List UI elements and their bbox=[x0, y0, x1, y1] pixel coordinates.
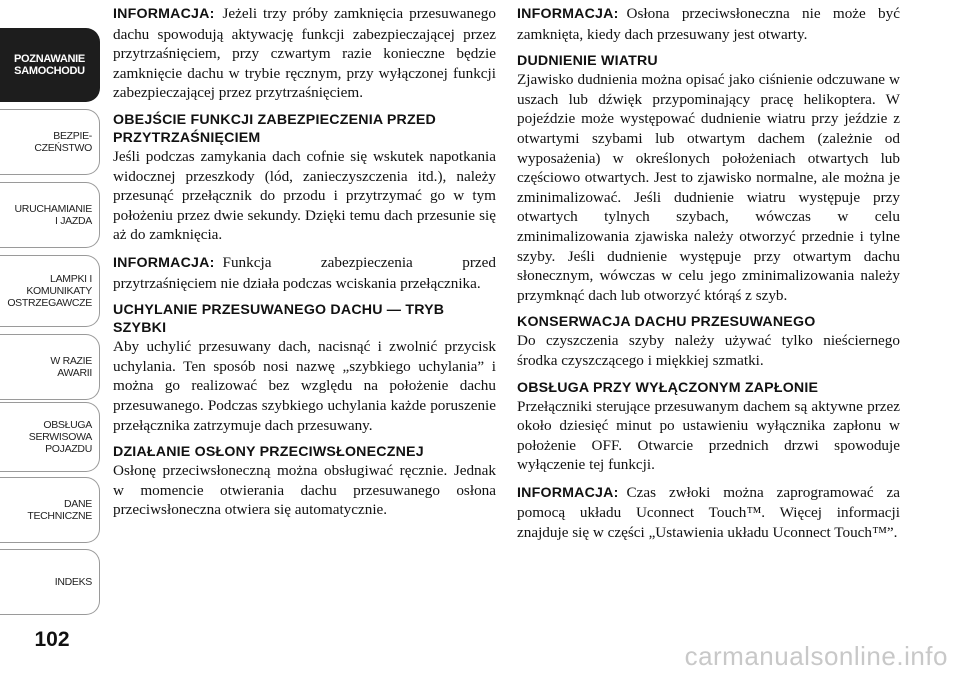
section-paragraph: Osłonę przeciwsłoneczną można obsługiwać ręcznie. Jednak w momencie otwierania dachu przesuwanego osłona przeciwsłoneczna otwiera się automatycznie. bbox=[113, 462, 496, 519]
info-note bbox=[113, 4, 496, 103]
info-note bbox=[113, 253, 496, 293]
section-heading: UCHYLANIE PRZESUWANEGO DACHU — TRYB SZYBKI bbox=[113, 302, 445, 337]
info-text: Osłona przeciwsłoneczna nie może być zamknięta, kiedy dach przesuwany jest otwarty. bbox=[517, 5, 900, 43]
chapter-tabs bbox=[0, 0, 100, 678]
page-number: 102 bbox=[34, 628, 70, 651]
section-heading: KONSERWACJA DACHU PRZESUWANEGO bbox=[517, 314, 816, 331]
tab-uruchamianie-i-jazda[interactable]: URUCHAMIANIE I JAZDA bbox=[0, 182, 100, 248]
section-paragraph: Zjawisko dudnienia można opisać jako ciśnienie odczuwane w uszach lub dźwięk przypominający pracę helikoptera. W pojeździe może występować dudnienie wiatru przy jeździe z otwartymi szybami lub otwartym dachem (zależnie od wyposażenia) w określonych położeniach otwartych lub częściowo otwartych. Jest to zjawisko normalne, ale można je zminimalizować. Jeśli dudnienie wiatru występuje przy otwartych tylnych szybach, wówczas w celu zminimalizowania zjawiska należy otworzyć przednie i tylne szyby. Jeśli dudnienie występuje przy otwartym dachu słonecznym, wówczas w celu jego zminimalizowania należy przymknąć dach lub otworzyć którąś z szyb. bbox=[517, 71, 900, 304]
section-heading: DUDNIENIE WIATRU bbox=[517, 53, 658, 70]
section-heading: OBEJŚCIE FUNKCJI ZABEZPIECZENIA PRZED PRZYTRZAŚNIĘCIEM bbox=[113, 111, 436, 146]
tab-obsluga-serwisowa[interactable]: OBSŁUGA SERWISOWA POJAZDU bbox=[0, 402, 100, 472]
tab-indeks[interactable]: INDEKS bbox=[0, 549, 100, 615]
right-column bbox=[517, 4, 900, 551]
left-column bbox=[113, 4, 496, 528]
section-heading: DZIAŁANIE OSŁONY PRZECIWSŁONECZNEJ bbox=[113, 444, 424, 461]
tab-w-razie-awarii[interactable]: W RAZIE AWARII bbox=[0, 334, 100, 400]
tab-dane-techniczne[interactable]: DANE TECHNICZNE bbox=[0, 477, 100, 543]
info-label: INFORMACJA: bbox=[113, 6, 215, 22]
info-label: INFORMACJA: bbox=[517, 484, 619, 501]
info-note bbox=[517, 483, 900, 543]
info-text: Jeżeli trzy próby zamknięcia przesuwanego dachu spowodują aktywację funkcji zabezpieczającej przez przytrzaśnięciem, przy czwartym razie konieczne będzie zamknięcie dachu w trybie ręcznym, przy wyłączonej funkcji zabezpieczającej przez przytrzaśnięciem. bbox=[113, 5, 496, 102]
tab-lampki-i-komunikaty[interactable]: LAMPKI I KOMUNIKATY OSTRZEGAWCZE bbox=[0, 255, 100, 327]
section-heading: OBSŁUGA PRZY WYŁĄCZONYM ZAPŁONIE bbox=[517, 379, 819, 396]
tab-poznawanie-samochodu[interactable]: POZNAWANIE SAMOCHODU bbox=[0, 28, 100, 102]
info-label: INFORMACJA: bbox=[517, 6, 619, 22]
info-note bbox=[517, 4, 900, 44]
info-text: Funkcja zabezpieczenia przed przytrzaśnięciem nie działa podczas wciskania przełącznika. bbox=[113, 253, 496, 292]
section-paragraph: Jeśli podczas zamykania dach cofnie się wskutek napotkania widocznej przeszkody (lód, zanieczyszczenia itd.), należy przesunąć przełącznik do przodu i przytrzymać go w tym położeniu przez dwie sekundy. Dzięki temu dach przesunie się aż do zamknięcia. bbox=[113, 147, 496, 244]
info-text: Czas zwłoki można zaprogramować za pomocą układu Uconnect Touch™. Więcej informacji znajduje się w części „Ustawienia układu Uconnect Touch™”. bbox=[517, 483, 900, 542]
info-label: INFORMACJA: bbox=[113, 254, 215, 271]
watermark: carmanualsonline.info bbox=[684, 641, 948, 671]
section-paragraph: Do czyszczenia szyby należy używać tylko nieściernego środka czyszczącego i miękkiej szmatki. bbox=[517, 332, 900, 369]
section-paragraph: Przełączniki sterujące przesuwanym dachem są aktywne przez około dziesięć minut po ustawieniu wyłącznika zapłonu w położenie OFF. Otwarcie przednich drzwi spowoduje wyłączenie tej funkcji. bbox=[517, 397, 900, 474]
section-paragraph: Aby uchylić przesuwany dach, nacisnąć i zwolnić przycisk uchylania. Ten sposób nosi nazwę „szybkiego uchylania” i można go realizować bez względu na położenie dachu przesuwanego. Podczas szybkiego uchylania każde poruszenie przełącznika zatrzymuje dach przesuwany. bbox=[113, 338, 496, 434]
tab-bezpieczenstwo[interactable]: BEZPIE- CZEŃSTWO bbox=[0, 109, 100, 175]
